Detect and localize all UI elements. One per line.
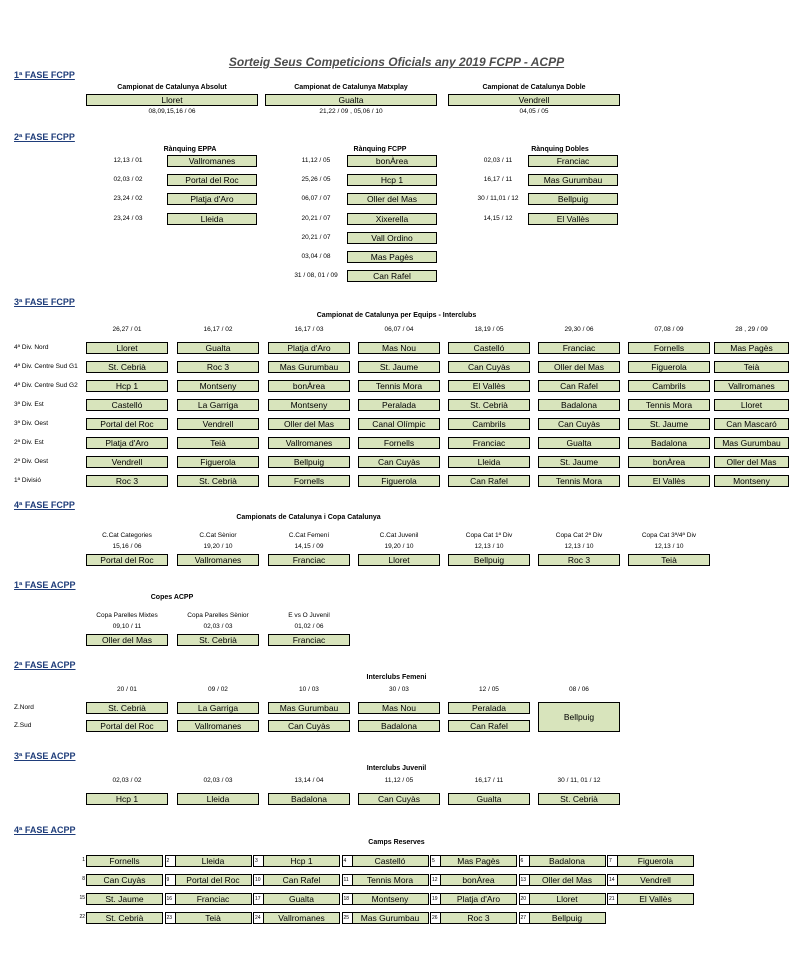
- reserve-number: 1: [76, 855, 86, 867]
- reserve-number: 7: [607, 855, 617, 867]
- date-label: 19,20 / 10: [203, 543, 233, 550]
- venue-cell: Vallromanes: [177, 720, 259, 732]
- venue-cell: Badalona: [358, 720, 440, 732]
- reserve-number: 2: [165, 855, 175, 867]
- reserve-number: 16: [165, 893, 175, 905]
- reserve-number: 24: [253, 912, 263, 924]
- venue-cell: Figuerola: [628, 361, 710, 373]
- venue-cell: Lloret: [358, 554, 440, 566]
- venue-cell: Lloret: [714, 399, 789, 411]
- venue-cell: bonÀrea: [628, 456, 710, 468]
- date-label: 09,10 / 11: [112, 623, 142, 630]
- competition-name: Copa Cat 3ª/4ª Div: [641, 532, 697, 539]
- reserve-number: 25: [342, 912, 352, 924]
- venue-cell: Badalona: [529, 855, 606, 867]
- section-heading: 2ª FASE ACPP: [14, 660, 76, 670]
- venue-cell: El Vallès: [448, 380, 530, 392]
- venue-cell: Vallromanes: [263, 912, 340, 924]
- reserve-number: 9: [165, 874, 175, 886]
- table-header: Interclubs Femeni: [366, 674, 427, 681]
- venue-cell: Roc 3: [177, 361, 259, 373]
- reserve-number: 5: [430, 855, 440, 867]
- venue-cell: bonÀrea: [268, 380, 350, 392]
- column-header: Campionat de Catalunya Matxplay: [294, 84, 408, 91]
- venue-cell: Oller del Mas: [714, 456, 789, 468]
- column-header: Rànquing FCPP: [353, 146, 407, 153]
- reserve-number: 20: [519, 893, 529, 905]
- venue-cell: Roc 3: [86, 475, 168, 487]
- reserve-number: 14: [607, 874, 617, 886]
- reserve-number: 21: [607, 893, 617, 905]
- venue-cell: Can Rafel: [263, 874, 340, 886]
- date-label: 23,24 / 02: [113, 195, 143, 203]
- date-label: 25,26 / 05: [301, 176, 331, 184]
- reserve-number: 10: [253, 874, 263, 886]
- venue-cell: Fornells: [86, 855, 163, 867]
- competition-name: C.Cat Juvenil: [379, 532, 419, 539]
- row-label: 3ª Div. Oest: [14, 420, 49, 427]
- row-label: 3ª Div. Est: [14, 401, 44, 408]
- row-label: 1ª Divisió: [14, 477, 41, 484]
- venue-cell: Mas Gurumbau: [714, 437, 789, 449]
- venue-cell: Figuerola: [358, 475, 440, 487]
- venue-cell: Can Cuyàs: [358, 793, 440, 805]
- venue-cell: Franciac: [268, 554, 350, 566]
- venue-cell: Oller del Mas: [347, 193, 437, 205]
- venue-cell: Peralada: [358, 399, 440, 411]
- venue-cell: Mas Gurumbau: [268, 361, 350, 373]
- date-label: 12,13 / 10: [564, 543, 594, 550]
- venue-cell: Xixerella: [347, 213, 437, 225]
- venue-cell: Vall Ordino: [347, 232, 437, 244]
- venue-cell: Lleida: [448, 456, 530, 468]
- venue-cell: Montseny: [268, 399, 350, 411]
- venue-cell: El Vallès: [628, 475, 710, 487]
- venue-cell: Portal del Roc: [175, 874, 252, 886]
- venue-cell: Fornells: [628, 342, 710, 354]
- date-label: 10 / 03: [299, 686, 319, 693]
- venue-cell: Gualta: [538, 437, 620, 449]
- venue-cell: Bellpuig: [268, 456, 350, 468]
- venue-cell: St. Cebrià: [86, 702, 168, 714]
- venue-cell: Vallromanes: [177, 554, 259, 566]
- venue-cell: Mas Gurumbau: [268, 702, 350, 714]
- competition-name: C.Cat Categories: [102, 532, 152, 539]
- section-heading: 3ª FASE ACPP: [14, 751, 76, 761]
- section-heading: 4ª FASE ACPP: [14, 825, 76, 835]
- venue-cell: Can Cuyàs: [86, 874, 163, 886]
- venue-cell: Lleida: [177, 793, 259, 805]
- date-label: 04,05 / 05: [519, 108, 549, 115]
- venue-cell: Mas Gurumbau: [528, 174, 618, 186]
- venue-cell: Mas Nou: [358, 342, 440, 354]
- venue-cell: Hcp 1: [263, 855, 340, 867]
- reserve-number: 12: [430, 874, 440, 886]
- venue-cell: St. Jaume: [628, 418, 710, 430]
- venue-cell: Can Cuyàs: [268, 720, 350, 732]
- date-label: 02,03 / 03: [203, 777, 233, 784]
- row-label: 4ª Div. Centre Sud G1: [14, 363, 78, 370]
- venue-cell: Oller del Mas: [268, 418, 350, 430]
- column-header: Campionat de Catalunya Doble: [482, 84, 586, 91]
- column-header: Rànquing EPPA: [163, 146, 217, 153]
- date-label: 12 / 05: [479, 686, 499, 693]
- reserve-number: 6: [519, 855, 529, 867]
- venue-cell: Franciac: [448, 437, 530, 449]
- date-label: 11,12 / 05: [301, 157, 331, 164]
- date-label: 28 , 29 / 09: [735, 326, 768, 333]
- competition-name: E vs O Juvenil: [288, 612, 330, 619]
- row-label: Z.Nord: [14, 704, 34, 711]
- competition-name: Copa Parelles Mixtes: [96, 612, 158, 619]
- venue-cell: Cambrils: [628, 380, 710, 392]
- date-label: 03,04 / 08: [301, 253, 331, 260]
- venue-cell: Mas Pagès: [714, 342, 789, 354]
- venue-cell: La Garriga: [177, 399, 259, 411]
- venue-cell: Lloret: [86, 342, 168, 354]
- venue-cell: Mas Gurumbau: [352, 912, 429, 924]
- reserve-number: 27: [519, 912, 529, 924]
- venue-cell: Lloret: [86, 94, 258, 106]
- venue-cell: Can Cuyàs: [538, 418, 620, 430]
- date-label: 01,02 / 06: [294, 623, 324, 630]
- venue-cell: Roc 3: [440, 912, 517, 924]
- date-label: 02,03 / 03: [203, 623, 233, 630]
- venue-cell: Can Rafel: [448, 720, 530, 732]
- venue-cell: Montseny: [177, 380, 259, 392]
- date-label: 29,30 / 06: [564, 326, 594, 333]
- venue-cell: Figuerola: [617, 855, 694, 867]
- table-header: Campionats de Catalunya i Copa Catalunya: [236, 514, 381, 521]
- venue-cell: Badalona: [538, 399, 620, 411]
- date-label: 16,17 / 03: [294, 326, 324, 333]
- venue-cell: Tennis Mora: [538, 475, 620, 487]
- date-label: 09 / 02: [208, 686, 228, 693]
- table-header: Campionat de Catalunya per Equips - Interclubs: [316, 312, 477, 319]
- date-label: 23,24 / 03: [113, 214, 143, 222]
- venue-cell: Castelló: [86, 399, 168, 411]
- venue-cell: Tennis Mora: [352, 874, 429, 886]
- section-heading: 3ª FASE FCPP: [14, 297, 75, 307]
- date-label: 07,08 / 09: [654, 326, 684, 333]
- venue-cell: Mas Pagès: [347, 251, 437, 263]
- venue-cell: bonÀrea: [440, 874, 517, 886]
- date-label: 08 / 06: [569, 686, 589, 693]
- venue-cell: Bellpuig: [448, 554, 530, 566]
- venue-cell: Montseny: [714, 475, 789, 487]
- date-label: 16,17 / 11: [483, 176, 513, 184]
- venue-cell: Portal del Roc: [86, 554, 168, 566]
- venue-cell: Bellpuig: [528, 193, 618, 205]
- venue-cell: Montseny: [352, 893, 429, 905]
- date-label: 15,16 / 06: [112, 543, 142, 550]
- reserve-number: 22: [76, 912, 86, 924]
- venue-cell: Franciac: [528, 155, 618, 167]
- venue-cell: Vallromanes: [268, 437, 350, 449]
- row-label: Z.Sud: [14, 722, 32, 729]
- venue-cell: Platja d'Aro: [440, 893, 517, 905]
- reserve-number: 18: [342, 893, 352, 905]
- date-label: 20 / 01: [117, 686, 137, 693]
- venue-cell: Franciac: [538, 342, 620, 354]
- venue-cell: Franciac: [175, 893, 252, 905]
- venue-cell: Portal del Roc: [86, 720, 168, 732]
- date-label: 16,17 / 02: [203, 326, 233, 333]
- venue-cell: Roc 3: [538, 554, 620, 566]
- venue-cell: Castelló: [448, 342, 530, 354]
- column-header: Campionat de Catalunya Absolut: [117, 84, 227, 91]
- venue-cell: Fornells: [358, 437, 440, 449]
- venue-cell: Franciac: [268, 634, 350, 646]
- venue-cell: Can Rafel: [538, 380, 620, 392]
- venue-cell: Hcp 1: [86, 380, 168, 392]
- venue-cell: Teià: [177, 437, 259, 449]
- date-label: 14,15 / 12: [483, 214, 513, 222]
- date-label: 08,09,15,16 / 06: [148, 108, 196, 115]
- venue-cell: Platja d'Aro: [268, 342, 350, 354]
- venue-cell: Can Cuyàs: [358, 456, 440, 468]
- reserve-number: 19: [430, 893, 440, 905]
- venue-cell: St. Jaume: [86, 893, 163, 905]
- reserve-number: 15: [76, 893, 86, 905]
- venue-cell: Mas Nou: [358, 702, 440, 714]
- venue-cell: Portal del Roc: [86, 418, 168, 430]
- reserve-number: 17: [253, 893, 263, 905]
- row-label: 2ª Div. Oest: [14, 458, 49, 465]
- venue-cell-merged: Bellpuig: [538, 702, 620, 732]
- table-header: Camps Reserves: [368, 839, 425, 846]
- reserve-number: 3: [253, 855, 263, 867]
- venue-cell: Bellpuig: [529, 912, 606, 924]
- reserve-number: 11: [342, 874, 352, 886]
- venue-cell: St. Cebrià: [86, 361, 168, 373]
- venue-cell: Vendrell: [448, 94, 620, 106]
- venue-cell: Vendrell: [617, 874, 694, 886]
- row-label: 2ª Div. Est: [14, 439, 44, 446]
- date-label: 02,03 / 11: [483, 157, 513, 164]
- venue-cell: Badalona: [628, 437, 710, 449]
- venue-cell: Vallromanes: [714, 380, 789, 392]
- date-label: 31 / 08, 01 / 09: [294, 272, 338, 280]
- date-label: 18,19 / 05: [474, 326, 504, 333]
- competition-name: C.Cat Sènior: [199, 532, 237, 539]
- venue-cell: Figuerola: [177, 456, 259, 468]
- venue-cell: Oller del Mas: [529, 874, 606, 886]
- venue-cell: Canal Olímpic: [358, 418, 440, 430]
- venue-cell: Platja d'Aro: [86, 437, 168, 449]
- venue-cell: El Vallès: [528, 213, 618, 225]
- venue-cell: St. Cebrià: [448, 399, 530, 411]
- date-label: 12,13 / 01: [113, 157, 143, 164]
- table-header: Copes ACPP: [150, 594, 194, 601]
- venue-cell: Tennis Mora: [358, 380, 440, 392]
- date-label: 11,12 / 05: [384, 777, 414, 784]
- venue-cell: Hcp 1: [86, 793, 168, 805]
- row-label: 4ª Div. Centre Sud G2: [14, 382, 78, 389]
- table-header: Interclubs Juvenil: [366, 765, 427, 772]
- venue-cell: Gualta: [177, 342, 259, 354]
- venue-cell: Mas Pagès: [440, 855, 517, 867]
- date-label: 21,22 / 09 , 05,06 / 10: [319, 108, 383, 115]
- venue-cell: Badalona: [268, 793, 350, 805]
- venue-cell: St. Jaume: [358, 361, 440, 373]
- section-heading: 4ª FASE FCPP: [14, 500, 75, 510]
- date-label: 30 / 11, 01 / 12: [557, 777, 601, 784]
- venue-cell: Cambrils: [448, 418, 530, 430]
- section-heading: 2ª FASE FCPP: [14, 132, 75, 142]
- venue-cell: St. Jaume: [538, 456, 620, 468]
- column-header: Rànquing Dobles: [531, 146, 589, 153]
- venue-cell: Can Rafel: [448, 475, 530, 487]
- venue-cell: Teià: [628, 554, 710, 566]
- venue-cell: La Garriga: [177, 702, 259, 714]
- venue-cell: Can Mascaró: [714, 418, 789, 430]
- venue-cell: Vallromanes: [167, 155, 257, 167]
- date-label: 12,13 / 10: [654, 543, 684, 550]
- date-label: 26,27 / 01: [112, 326, 142, 333]
- competition-name: Copa Parelles Sènior: [187, 612, 249, 619]
- venue-cell: Can Cuyàs: [448, 361, 530, 373]
- date-label: 13,14 / 04: [294, 777, 324, 784]
- venue-cell: St. Cebrià: [86, 912, 163, 924]
- venue-cell: Peralada: [448, 702, 530, 714]
- venue-cell: Oller del Mas: [538, 361, 620, 373]
- date-label: 20,21 / 07: [301, 214, 331, 222]
- venue-cell: Gualta: [263, 893, 340, 905]
- venue-cell: Gualta: [448, 793, 530, 805]
- date-label: 06,07 / 04: [384, 326, 414, 333]
- venue-cell: El Vallès: [617, 893, 694, 905]
- date-label: 12,13 / 10: [474, 543, 504, 550]
- date-label: 06,07 / 07: [301, 195, 331, 203]
- reserve-number: 26: [430, 912, 440, 924]
- venue-cell: Tennis Mora: [628, 399, 710, 411]
- date-label: 19,20 / 10: [384, 543, 414, 550]
- competition-name: Copa Cat 1ª Div: [465, 532, 513, 539]
- date-label: 02,03 / 02: [113, 176, 143, 184]
- venue-cell: Teià: [714, 361, 789, 373]
- venue-cell: Fornells: [268, 475, 350, 487]
- page-title: Sorteig Seus Competicions Oficials any 2019 FCPP - ACPP: [228, 55, 565, 69]
- date-label: 30 / 11,01 / 12: [477, 195, 519, 203]
- competition-name: Copa Cat 2ª Div: [555, 532, 603, 539]
- section-heading: 1ª FASE ACPP: [14, 580, 76, 590]
- venue-cell: Gualta: [265, 94, 437, 106]
- venue-cell: Vendrell: [86, 456, 168, 468]
- venue-cell: St. Cebrià: [538, 793, 620, 805]
- date-label: 30 / 03: [389, 686, 409, 693]
- venue-cell: Lleida: [175, 855, 252, 867]
- row-label: 4ª Div. Nord: [14, 344, 49, 351]
- venue-cell: St. Cebrià: [177, 475, 259, 487]
- venue-cell: Portal del Roc: [167, 174, 257, 186]
- date-label: 14,15 / 09: [294, 543, 324, 550]
- section-heading: 1ª FASE FCPP: [14, 70, 75, 80]
- venue-cell: Teià: [175, 912, 252, 924]
- reserve-number: 23: [165, 912, 175, 924]
- reserve-number: 8: [76, 874, 86, 886]
- venue-cell: Lloret: [529, 893, 606, 905]
- venue-cell: Platja d'Aro: [167, 193, 257, 205]
- venue-cell: Can Rafel: [347, 270, 437, 282]
- date-label: 20,21 / 07: [301, 233, 331, 241]
- venue-cell: Hcp 1: [347, 174, 437, 186]
- competition-name: C.Cat Femení: [288, 532, 330, 539]
- reserve-number: 4: [342, 855, 352, 867]
- venue-cell: bonÀrea: [347, 155, 437, 167]
- date-label: 02,03 / 02: [112, 777, 142, 784]
- date-label: 16,17 / 11: [474, 777, 504, 784]
- venue-cell: Castelló: [352, 855, 429, 867]
- venue-cell: Vendrell: [177, 418, 259, 430]
- venue-cell: St. Cebrià: [177, 634, 259, 646]
- reserve-number: 13: [519, 874, 529, 886]
- venue-cell: Lleida: [167, 213, 257, 225]
- venue-cell: Oller del Mas: [86, 634, 168, 646]
